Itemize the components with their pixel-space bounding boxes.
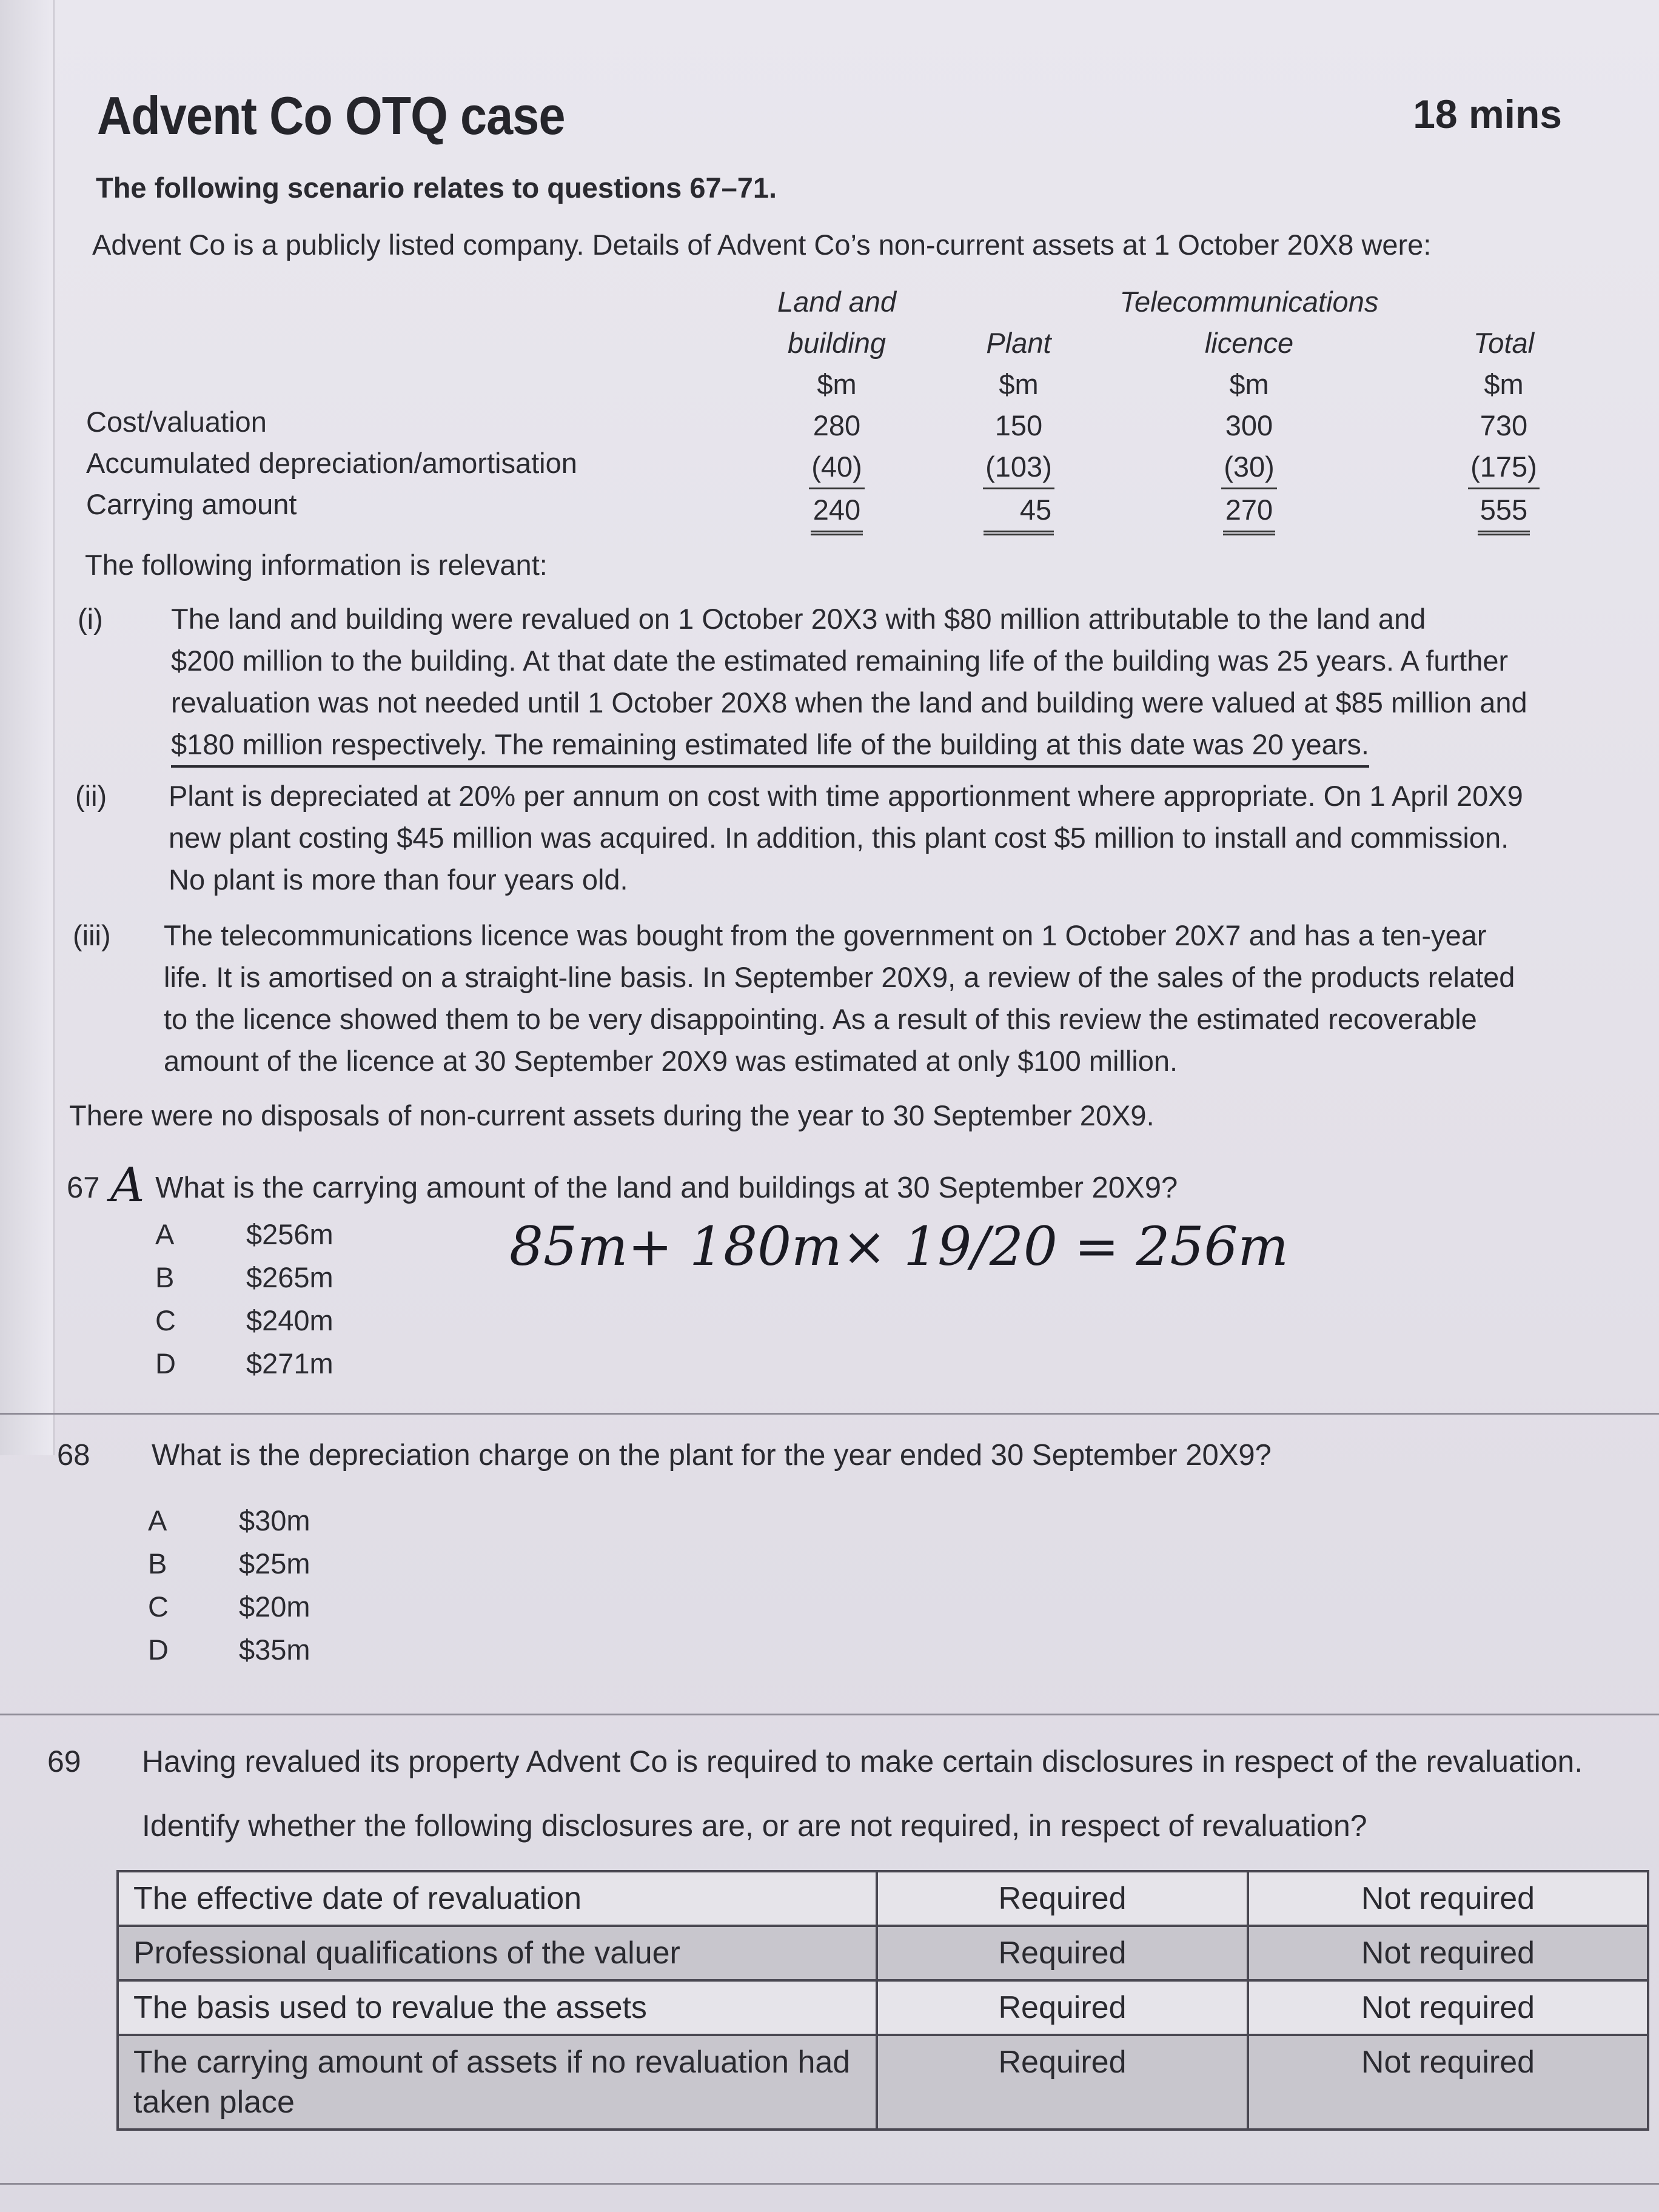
required-choice[interactable]: Required: [877, 1871, 1248, 1926]
column-head-line2: licence: [1204, 327, 1294, 359]
required-choice[interactable]: Required: [877, 2035, 1248, 2130]
item-line: amount of the licence at 30 September 20X9 was estimated at only $100 million.: [164, 1045, 1178, 1077]
question-67: [67, 1155, 1178, 1213]
divider: [0, 1714, 1659, 1715]
cell-accumulated: (175): [1468, 446, 1540, 489]
question-number: 68: [57, 1439, 90, 1472]
column-telecom-licence: [1104, 281, 1395, 535]
not-required-choice[interactable]: Not required: [1248, 1980, 1648, 2035]
disclosure-table: [116, 1870, 1649, 2131]
time-allowance: 18 mins: [1413, 92, 1562, 136]
row-label-accumulated: Accumulated depreciation/amortisation: [86, 447, 577, 479]
item-line: life. It is amortised on a straight-line basis. In September 20X9, a review of the sales of the products related: [164, 961, 1515, 993]
cell-accumulated: (30): [1221, 446, 1277, 489]
not-required-choice[interactable]: Not required: [1248, 2035, 1648, 2130]
scenario-intro: The following scenario relates to questions 67–71.: [96, 172, 777, 204]
column-plant: [958, 281, 1079, 535]
cell-carrying: 270: [1223, 489, 1275, 535]
cell-carrying: 555: [1478, 489, 1530, 535]
cell-carrying: 45: [984, 489, 1054, 535]
page-title: Advent Co OTQ case: [97, 85, 565, 146]
info-item-ii: [75, 775, 1627, 908]
not-required-choice[interactable]: Not required: [1248, 1871, 1648, 1926]
question-number: 69: [47, 1744, 81, 1778]
column-unit: $m: [817, 368, 857, 400]
cell-carrying: 240: [811, 489, 863, 535]
table-row: [118, 2035, 1648, 2130]
item-line: $200 million to the building. At that date the estimated remaining life of the building was 25 years. A further: [171, 645, 1509, 677]
column-head-line2: building: [787, 327, 886, 359]
table-row: [118, 1980, 1648, 2035]
option-a[interactable]: A $256m: [155, 1218, 333, 1250]
column-total: [1443, 281, 1564, 535]
question-text: What is the depreciation charge on the plant for the year ended 30 September 20X9?: [152, 1439, 1272, 1472]
item-line: Plant is depreciated at 20% per annum on cost with time apportionment where appropriate. On 1 April 20X9: [169, 780, 1523, 812]
q68-options: [148, 1499, 310, 1671]
info-item-i: [78, 598, 1630, 774]
column-head-line1: [958, 281, 1079, 323]
option-b[interactable]: B $265m: [155, 1261, 333, 1293]
table-row: [118, 1871, 1648, 1926]
question-68: [57, 1438, 1272, 1472]
required-choice[interactable]: Required: [877, 1980, 1248, 2035]
row-label-cost: Cost/valuation: [86, 406, 267, 438]
previous-page-edge: [0, 0, 55, 1455]
item-line: No plant is more than four years old.: [169, 863, 628, 896]
handwritten-answer-mark: A: [110, 1158, 145, 1213]
disclosure-item: The basis used to revalue the assets: [118, 1980, 877, 2035]
item-number: (iii): [73, 919, 111, 951]
column-head-line1: [1443, 281, 1564, 323]
row-label-carrying: Carrying amount: [86, 488, 297, 520]
cell-cost: 280: [813, 409, 861, 441]
cell-accumulated: (40): [809, 446, 865, 489]
option-c[interactable]: C $20m: [148, 1590, 310, 1623]
q67-options: [155, 1213, 333, 1385]
item-line: The land and building were revalued on 1 October 20X3 with $80 million attributable to the land and: [171, 603, 1426, 635]
divider: [0, 2183, 1659, 2185]
item-line: The telecommunications licence was bought from the government on 1 October 20X7 and has a ten-year: [164, 919, 1487, 951]
information-heading: The following information is relevant:: [85, 549, 548, 581]
question-text: Having revalued its property Advent Co is required to make certain disclosures in respect of the revaluation.: [142, 1744, 1583, 1778]
option-b[interactable]: B $25m: [148, 1547, 310, 1580]
disclosure-item: The effective date of revaluation: [118, 1871, 877, 1926]
item-line: revaluation was not needed until 1 October 20X8 when the land and building were valued at $85 million and: [171, 686, 1527, 719]
cell-cost: 150: [994, 409, 1043, 441]
question-69: [47, 1744, 1583, 1779]
column-head-line2: Plant: [986, 327, 1051, 359]
handwritten-working: 85m+ 180m× 19/20 = 256m: [509, 1215, 1289, 1278]
option-a[interactable]: A $30m: [148, 1504, 310, 1537]
divider: [0, 1413, 1659, 1415]
question-number: 67: [67, 1171, 100, 1204]
disclosure-item: The carrying amount of assets if no revaluation had taken place: [118, 2035, 877, 2130]
option-d[interactable]: D $271m: [155, 1347, 333, 1379]
column-unit: $m: [1484, 368, 1524, 400]
column-unit: $m: [1229, 368, 1269, 400]
item-line: new plant costing $45 million was acquired. In addition, this plant cost $5 million to install and commission.: [169, 822, 1509, 854]
disclosure-item: Professional qualifications of the valuer: [118, 1926, 877, 1980]
column-head-line2: Total: [1473, 327, 1535, 359]
question-text: What is the carrying amount of the land and buildings at 30 September 20X9?: [155, 1171, 1178, 1204]
info-item-iii: [73, 914, 1625, 1090]
item-number: (i): [78, 603, 103, 635]
not-required-choice[interactable]: Not required: [1248, 1926, 1648, 1980]
cell-accumulated: (103): [983, 446, 1054, 489]
cell-cost: 730: [1480, 409, 1528, 441]
item-line: to the licence showed them to be very disappointing. As a result of this review the estimated recoverable: [164, 1003, 1477, 1035]
question-69-instruction: Identify whether the following disclosures are, or are not required, in respect of revaluation?: [142, 1809, 1367, 1843]
column-head-line1: Land and: [777, 286, 897, 318]
option-d[interactable]: D $35m: [148, 1634, 310, 1666]
column-land-building: [746, 281, 928, 535]
option-c[interactable]: C $240m: [155, 1304, 333, 1336]
cell-cost: 300: [1225, 409, 1273, 441]
item-number: (ii): [75, 780, 107, 812]
column-head-line1: Telecommunications: [1119, 286, 1379, 318]
table-row: [118, 1926, 1648, 1980]
no-disposals-note: There were no disposals of non-current assets during the year to 30 September 20X9.: [69, 1099, 1155, 1131]
scenario-lead: Advent Co is a publicly listed company. Details of Advent Co’s non-current assets at 1 October 20X8 were:: [92, 229, 1432, 261]
item-line: $180 million respectively. The remaining estimated life of the building at this date was 20 years.: [171, 723, 1369, 768]
column-unit: $m: [999, 368, 1039, 400]
required-choice[interactable]: Required: [877, 1926, 1248, 1980]
